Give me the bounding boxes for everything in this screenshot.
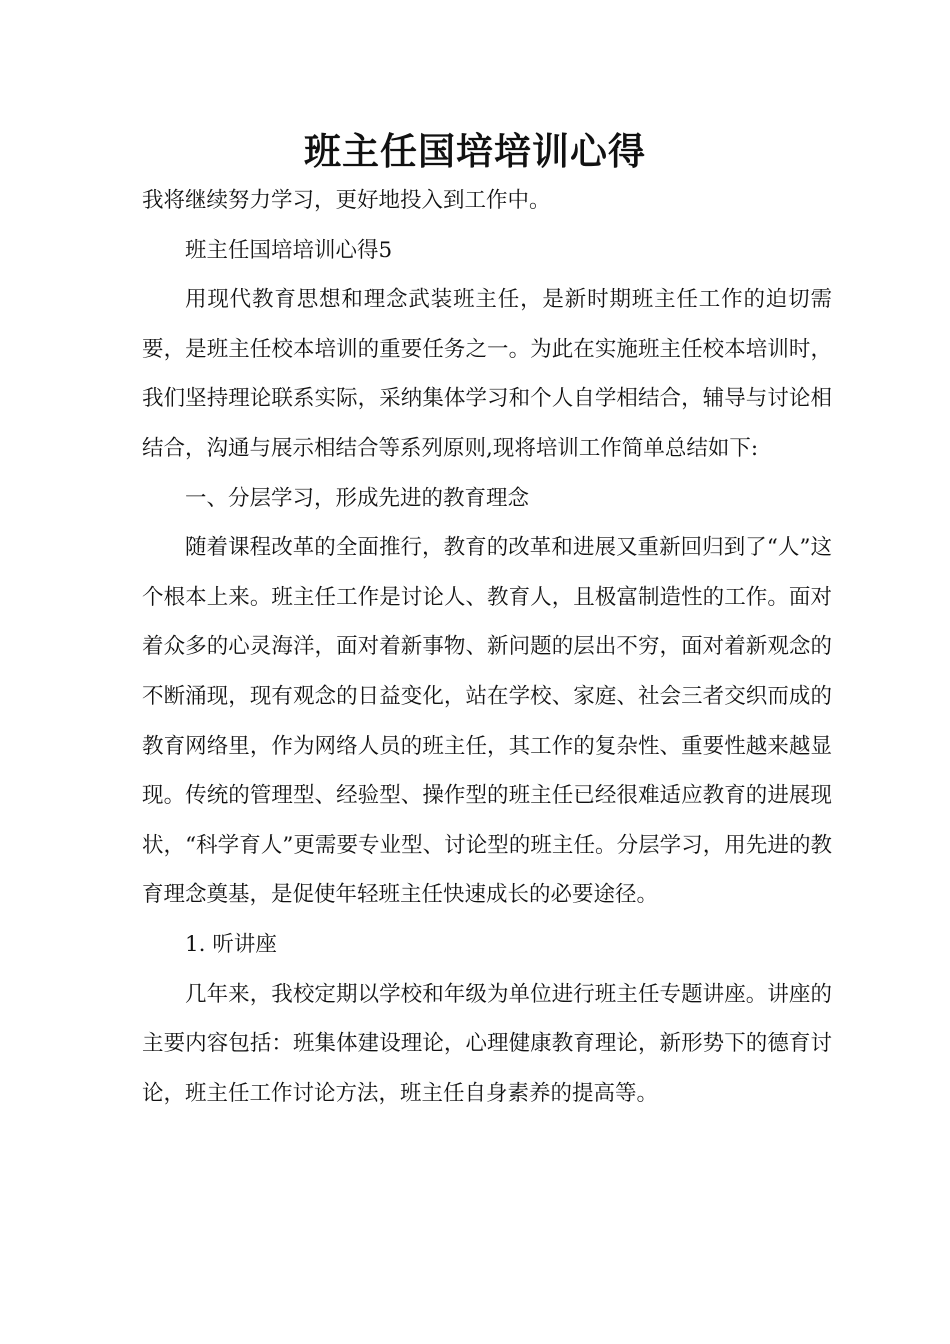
document-body	[142, 176, 832, 1118]
subheading-layered-learning: 一、分层学习，形成先进的教育理念	[185, 485, 530, 511]
paragraph-continuation: 我将继续努力学习，更好地投入到工作中。	[142, 188, 551, 213]
paragraph-curriculum-reform: 随着课程改革的全面推行，教育的改革和进展又重新回归到了“人”这个根本上来。班主任工作是讨论人、教育人，且极富制造性的工作。面对着众多的心灵海洋，面对着新事物、新问题的层出不穷，面对着新观念的不断涌现，现有观念的日益变化，站在学校、家庭、社会三者交织而成的教育网络里，作为网络人员的班主任，其工作的复杂性、重要性越来越显现。传统的管理型、经验型、操作型的班主任已经很难适应教育的进展现状，“科学育人”更需要专业型、讨论型的班主任。分层学习，用先进的教育理念奠基，是促使年轻班主任快速成长的必要途径。	[142, 535, 832, 908]
subheading-lectures: 1. 听讲座	[185, 931, 277, 957]
document-title: 班主任国培培训心得	[304, 130, 646, 173]
paragraph-lectures: 几年来，我校定期以学校和年级为单位进行班主任专题讲座。讲座的主要内容包括：班集体建设理论，心理健康教育理论，新形势下的德育讨论，班主任工作讨论方法，班主任自身素养的提高等。	[142, 981, 832, 1106]
paragraph-intro: 用现代教育思想和理念武装班主任，是新时期班主任工作的迫切需要，是班主任校本培训的重要任务之一。为此在实施班主任校本培训时，我们坚持理论联系实际，采纳集体学习和个人自学相结合，辅导与讨论相结合，沟通与展示相结合等系列原则,现将培训工作简单总结如下:	[142, 287, 832, 461]
section-heading-5: 班主任国培培训心得5	[185, 237, 393, 263]
